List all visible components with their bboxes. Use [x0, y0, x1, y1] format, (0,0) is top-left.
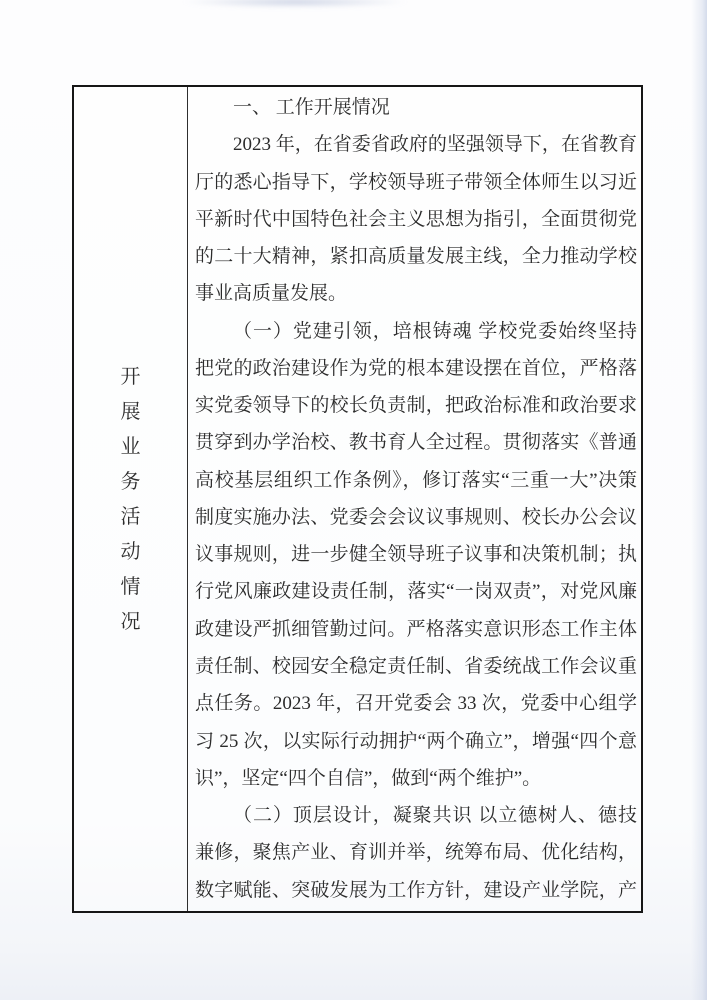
vertical-label-char: 况: [120, 610, 141, 633]
text-line: 平新时代中国特色社会主义思想为指引，全面贯彻党: [195, 208, 637, 230]
section-heading: 一、 工作开展情况: [233, 97, 390, 118]
vertical-label-char: 活: [120, 505, 141, 528]
vertical-label-char: 情: [120, 575, 141, 598]
text-line: 议事规则，进一步健全领导班子议事和决策机制；执: [195, 544, 637, 566]
text-line: 2023 年，在省委省政府的坚强领导下，在省教育: [233, 134, 637, 156]
vertical-label: [121, 367, 141, 632]
text-line: 点任务。2023 年，召开党委会 33 次，党委中心组学: [195, 693, 637, 715]
row-header-cell: [74, 87, 188, 911]
content-cell: [188, 87, 641, 911]
scan-edge-shadow: [691, 0, 707, 1000]
text-line: 责任制、校园安全稳定责任制、省委统战工作会议重: [195, 655, 637, 677]
text-line: 贯穿到办学治校、教书育人全过程。贯彻落实《普通: [195, 432, 637, 454]
text-line: （一）党建引领，培根铸魂 学校党委始终坚持: [233, 320, 637, 342]
text-line: 事业高质量发展。: [195, 283, 348, 305]
text-line: 厅的悉心指导下，学校领导班子带领全体师生以习近: [195, 171, 637, 193]
vertical-label-char: 业: [120, 435, 141, 458]
text-line: 高校基层组织工作条例》，修订落实“三重一大”决策: [195, 469, 637, 491]
vertical-label-char: 展: [120, 400, 141, 423]
text-line: 制度实施办法、党委会会议议事规则、校长办公会议: [195, 506, 637, 528]
text-line: 政建设严抓细管勤过问。严格落实意识形态工作主体: [195, 618, 637, 640]
vertical-label-char: 开: [120, 365, 141, 388]
text-line: 把党的政治建设作为党的根本建设摆在首位，严格落: [195, 357, 637, 379]
report-table: [72, 85, 643, 913]
text-line: 的二十大精神，紧扣高质量发展主线，全力推动学校: [195, 246, 637, 268]
vertical-label-char: 动: [120, 540, 141, 563]
scan-smudge: [180, 0, 410, 8]
text-line: 数字赋能、突破发展为工作方针，建设产业学院，产: [195, 879, 637, 901]
text-line: 识”，坚定“四个自信”，做到“两个维护”。: [195, 767, 542, 789]
text-line: 行党风廉政建设责任制，落实“一岗双责”，对党风廉: [195, 581, 637, 603]
text-line: 习 25 次，以实际行动拥护“两个确立”，增强“四个意: [195, 730, 637, 752]
text-line: 实党委领导下的校长负责制，把政治标准和政治要求: [195, 395, 637, 417]
vertical-label-char: 务: [120, 470, 141, 493]
text-line: （二）顶层设计，凝聚共识 以立德树人、德技: [233, 805, 637, 827]
text-line: 兼修，聚焦产业、育训并举，统筹布局、优化结构，: [195, 842, 637, 864]
